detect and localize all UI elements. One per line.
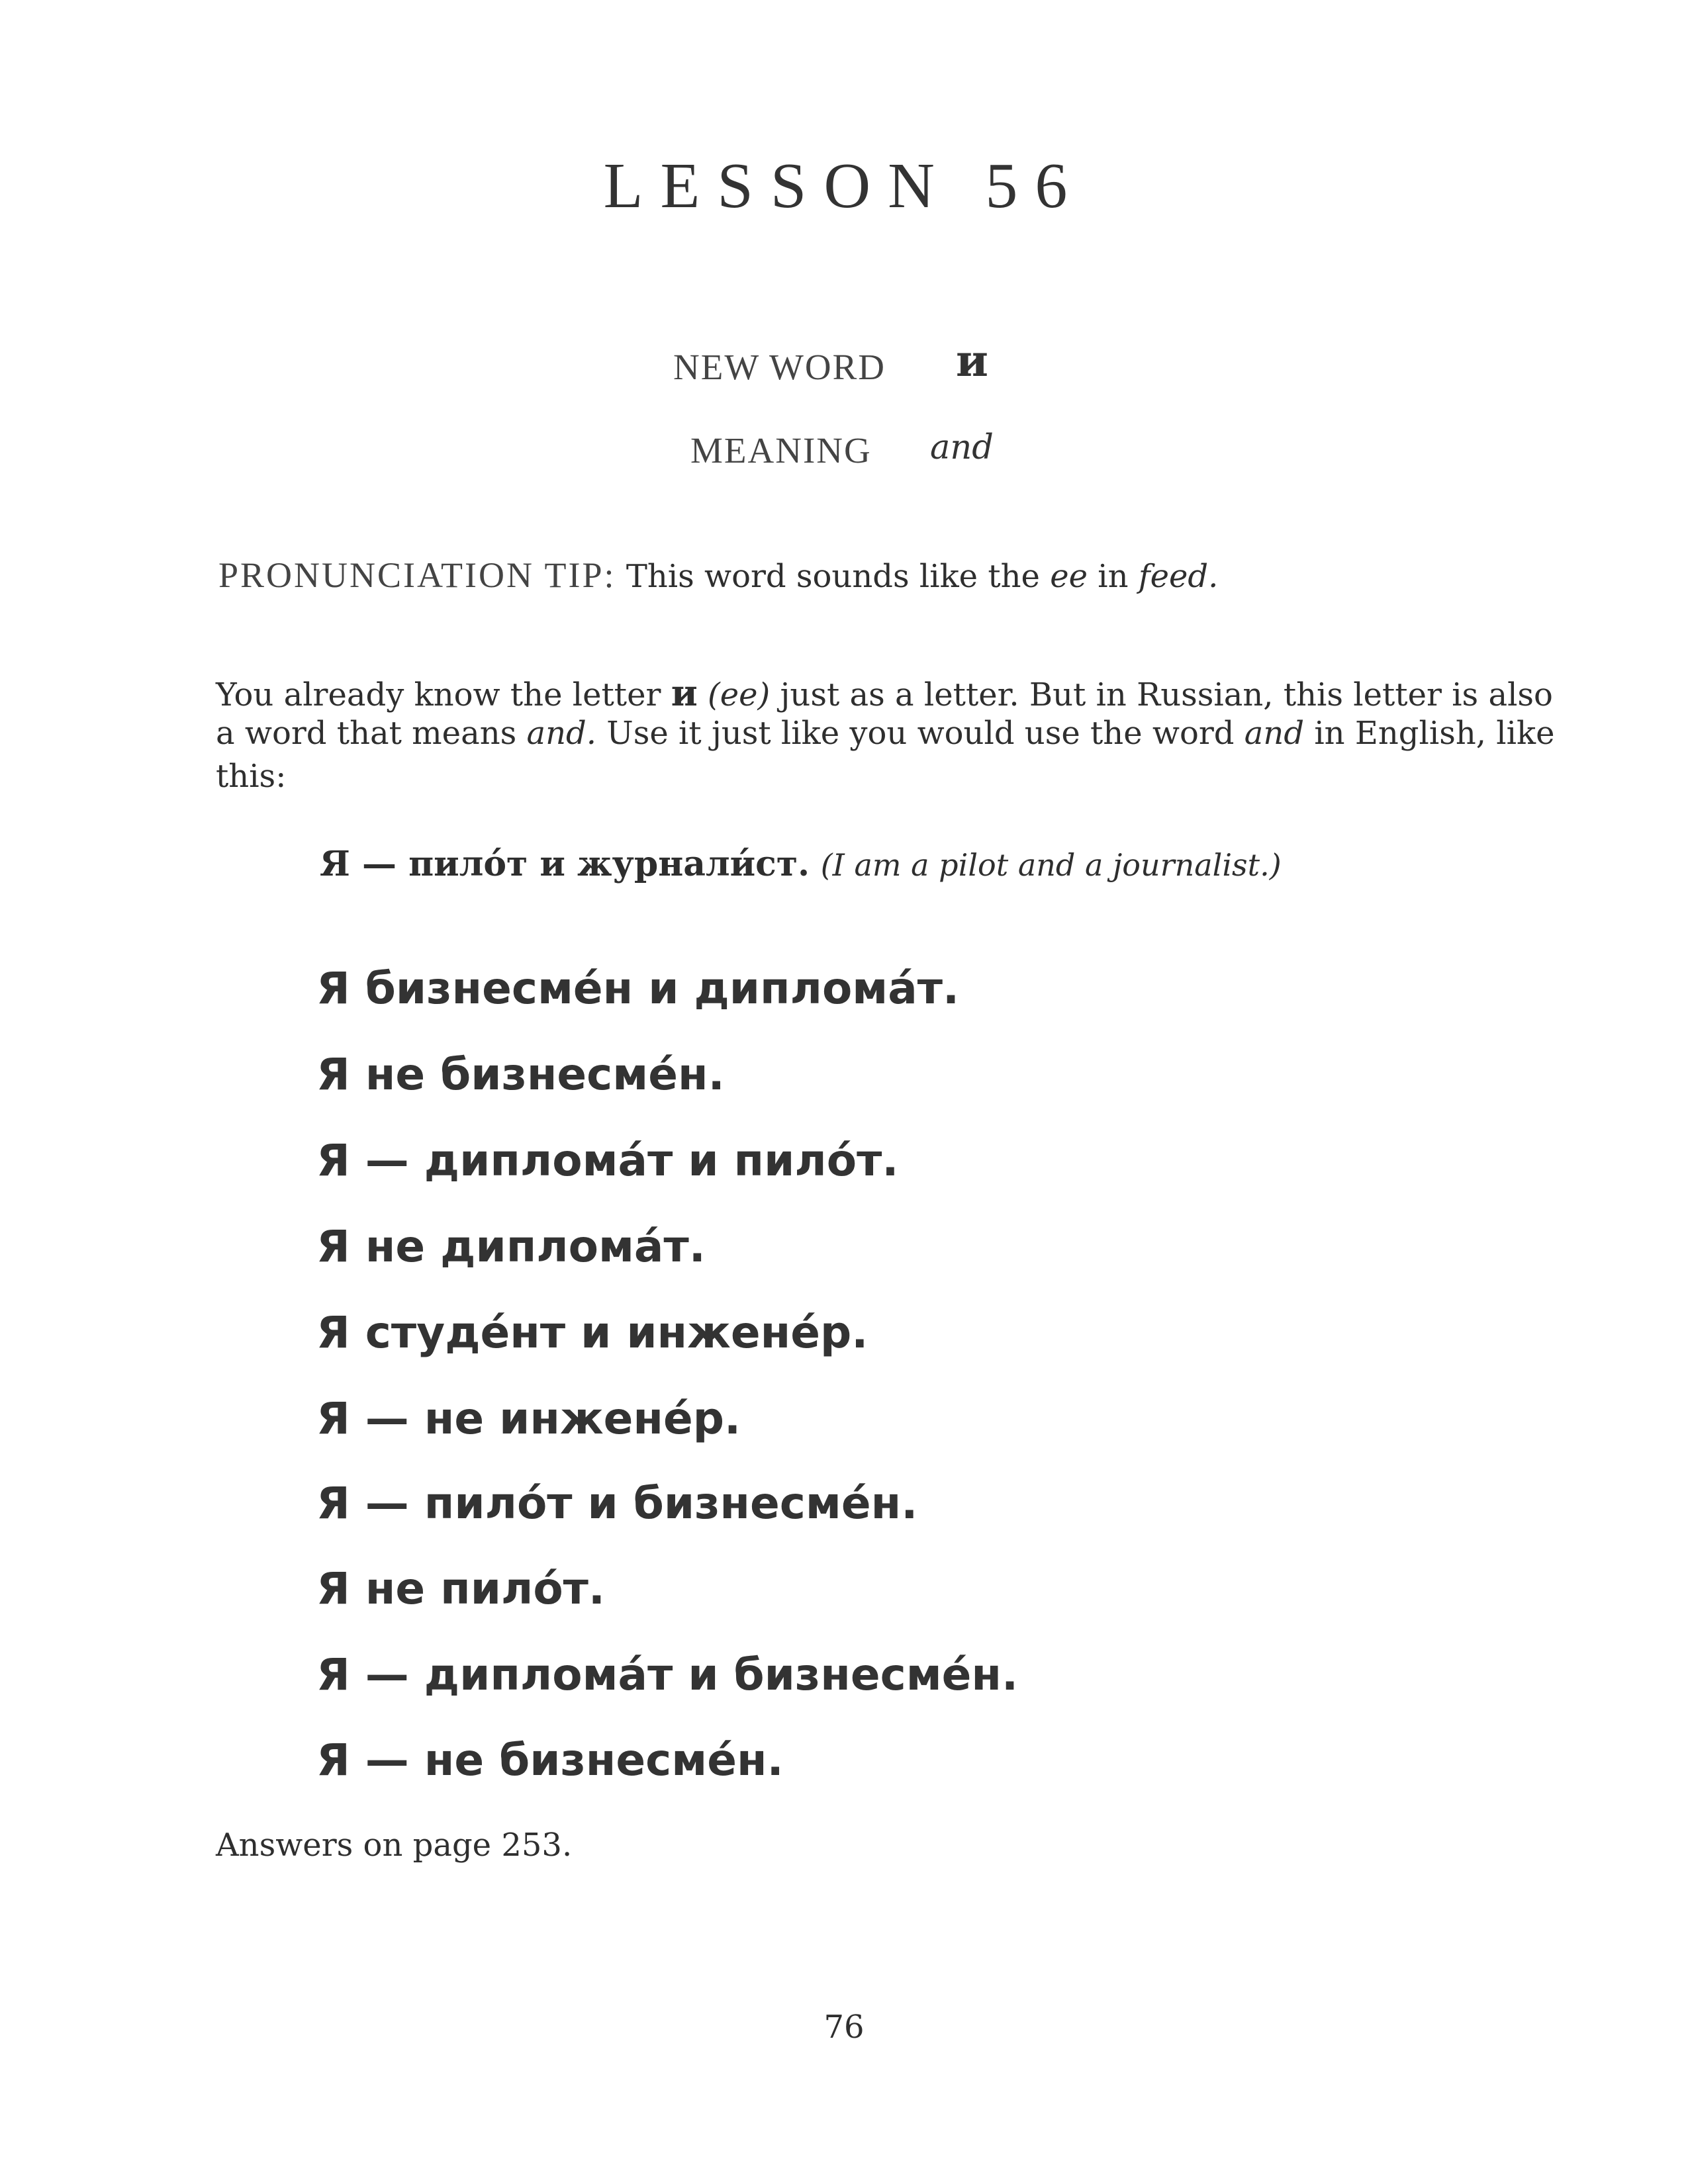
intro-line-1 — [216, 672, 1553, 714]
exercise-text: Я — диплома́т и пило́т. — [316, 1135, 899, 1186]
lesson-title: LESSON 56 — [603, 150, 1085, 222]
answers-note: Answers on page 253. — [216, 1827, 573, 1864]
exercise-text: Я не бизнесме́н. — [316, 1049, 725, 1100]
meaning-label: MEANING — [690, 430, 872, 471]
intro-sound: (ee) — [708, 676, 771, 713]
intro-text: Use it just like you would use the word — [606, 715, 1235, 752]
exercise-text: Я — диплома́т и бизнесме́н. — [316, 1649, 1019, 1700]
tip-text-2: in — [1098, 558, 1129, 595]
example-sentence — [320, 844, 1282, 884]
tip-example-word: feed. — [1138, 558, 1219, 595]
tip-sound: ee — [1050, 558, 1088, 595]
intro-text: just as a letter. But in Russian, this letter is also — [780, 676, 1553, 713]
page-number: 76 — [823, 2009, 865, 2046]
example-russian: Я — пило́т и журнали́ст. — [320, 844, 810, 884]
exercise-text: Я — пило́т и бизнесме́н. — [316, 1478, 918, 1529]
intro-line-3: this: — [216, 758, 287, 795]
intro-line-2 — [216, 715, 1555, 752]
intro-and-word: and — [1244, 715, 1305, 752]
exercise-text: Я не диплома́т. — [316, 1221, 706, 1272]
pronunciation-tip — [218, 555, 1218, 596]
pronunciation-tip-label: PRONUNCIATION TIP: — [218, 555, 616, 595]
intro-text: You already know the letter — [216, 676, 661, 713]
exercise-text: Я — не инжене́р. — [316, 1393, 741, 1444]
exercise-text: Я студе́нт и инжене́р. — [316, 1307, 868, 1358]
exercise-text: Я не пило́т. — [316, 1563, 605, 1614]
tip-text-1: This word sounds like the — [626, 558, 1040, 595]
exercise-text: Я — не бизнесме́н. — [316, 1735, 784, 1786]
intro-and-word: and. — [526, 715, 597, 752]
intro-text: in English, like — [1314, 715, 1555, 752]
new-word-label: NEW WORD — [673, 347, 886, 387]
intro-text: a word that means — [216, 715, 517, 752]
example-english: (I am a pilot and a journalist.) — [820, 847, 1282, 883]
meaning-value: and — [930, 428, 994, 467]
new-word-value: и — [956, 335, 988, 387]
intro-letter: и — [671, 672, 698, 714]
exercise-text: Я бизнесме́н и диплома́т. — [316, 963, 960, 1014]
